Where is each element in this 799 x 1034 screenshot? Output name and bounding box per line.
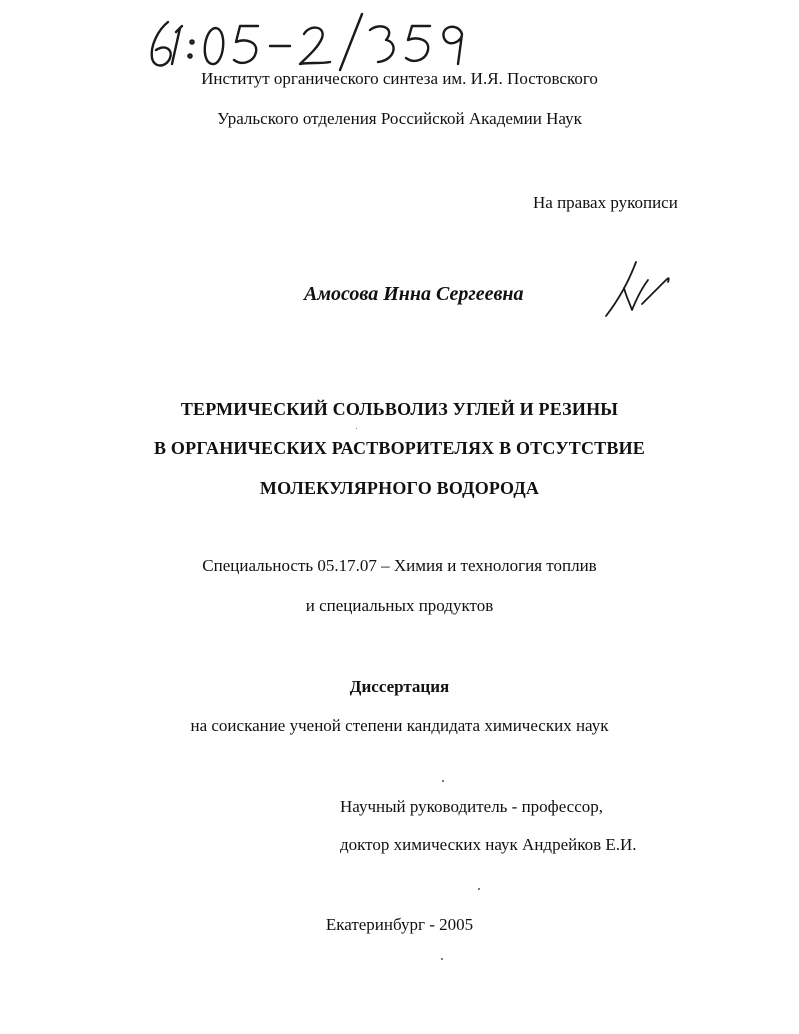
- author-signature: [596, 258, 676, 322]
- scan-speck: [356, 428, 357, 429]
- scan-speck: [478, 888, 480, 890]
- manuscript-rights-note: На правах рукописи: [533, 193, 678, 212]
- specialty-line-2: и специальных продуктов: [305, 596, 494, 615]
- supervisor-line-1: Научный руководитель - профессор,: [340, 797, 604, 816]
- specialty-line-1: Специальность 05.17.07 – Химия и технология топлив: [202, 556, 597, 575]
- academy-department: Уральского отделения Российской Академии Наук: [217, 109, 582, 128]
- scan-speck: [442, 780, 444, 782]
- scan-speck: [441, 958, 443, 960]
- city-year: Екатеринбург - 2005: [325, 915, 474, 934]
- title-line-1: ТЕРМИЧЕСКИЙ СОЛЬВОЛИЗ УГЛЕЙ И РЕЗИНЫ: [180, 399, 619, 419]
- supervisor-line-2: доктор химических наук Андрейков Е.И.: [340, 835, 637, 854]
- document-type: Диссертация: [349, 677, 450, 696]
- handwritten-archive-code: [140, 8, 480, 78]
- institute-name: Институт органического синтеза им. И.Я. Постовского: [201, 69, 598, 88]
- degree-line: на соискание ученой степени кандидата химических наук: [190, 716, 609, 735]
- title-line-3: МОЛЕКУЛЯРНОГО ВОДОРОДА: [259, 478, 540, 498]
- title-line-2: В ОРГАНИЧЕСКИХ РАСТВОРИТЕЛЯХ В ОТСУТСТВИЕ: [154, 438, 645, 458]
- author-name: Амосова Инна Сергеевна: [304, 283, 524, 305]
